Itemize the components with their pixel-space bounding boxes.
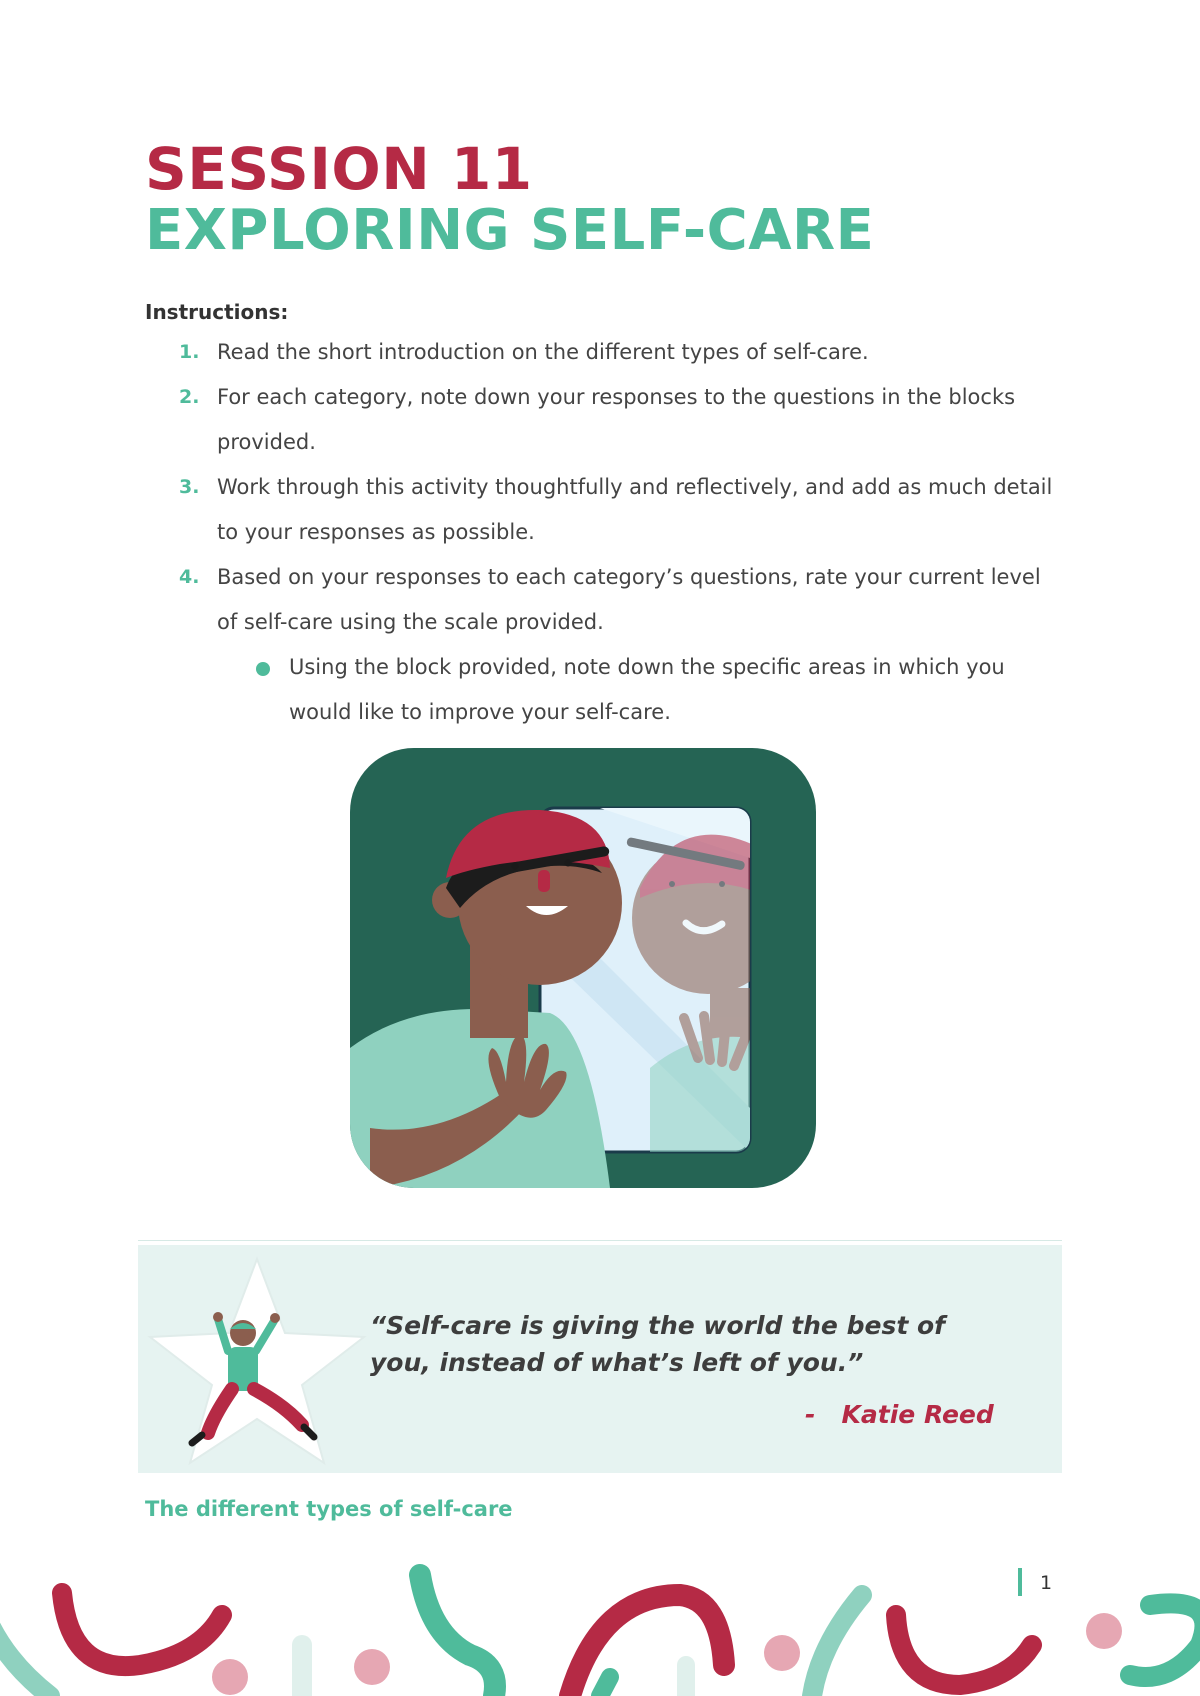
instruction-text: Work through this activity thoughtfully and reflectively, and add as much detail to your responses as possible. <box>217 475 1053 544</box>
quote-author-line <box>805 1400 994 1429</box>
instructions-label: Instructions: <box>145 300 289 324</box>
bullet-text: Using the block provided, note down the specific areas in which you would like to improve your self-care. <box>289 655 1005 724</box>
page-title: EXPLORING SELF-CARE <box>145 198 875 263</box>
bullet-dot-icon <box>256 662 270 676</box>
section-heading: The different types of self-care <box>145 1497 513 1521</box>
instructions-list <box>145 330 1065 735</box>
quote-divider <box>138 1240 1062 1241</box>
instruction-item <box>145 555 1065 645</box>
instruction-item <box>145 375 1065 465</box>
instruction-item <box>145 330 1065 375</box>
page-number: 1 <box>1040 1572 1053 1594</box>
instruction-number: 3. <box>179 476 200 498</box>
instruction-number: 2. <box>179 386 200 408</box>
quote-text: “Self-care is giving the world the best of you, instead of what’s left of you.” <box>370 1311 946 1377</box>
mirror-illustration <box>350 748 816 1188</box>
instruction-text: Read the short introduction on the different types of self-care. <box>217 340 869 364</box>
instruction-text: For each category, note down your responses to the questions in the blocks provided. <box>217 385 1016 454</box>
instruction-bullet <box>145 645 1065 735</box>
session-number: SESSION 11 <box>145 135 533 203</box>
instruction-text: Based on your responses to each category’s questions, rate your current level of self-care using the scale provided. <box>217 565 1041 634</box>
star-illustration <box>144 1255 370 1467</box>
quote-author: Katie Reed <box>841 1400 994 1429</box>
instruction-number: 1. <box>179 341 200 363</box>
instruction-number: 4. <box>179 566 200 588</box>
decorative-footer <box>0 1555 1200 1696</box>
quote-dash: - <box>805 1400 816 1429</box>
instruction-item <box>145 465 1065 555</box>
